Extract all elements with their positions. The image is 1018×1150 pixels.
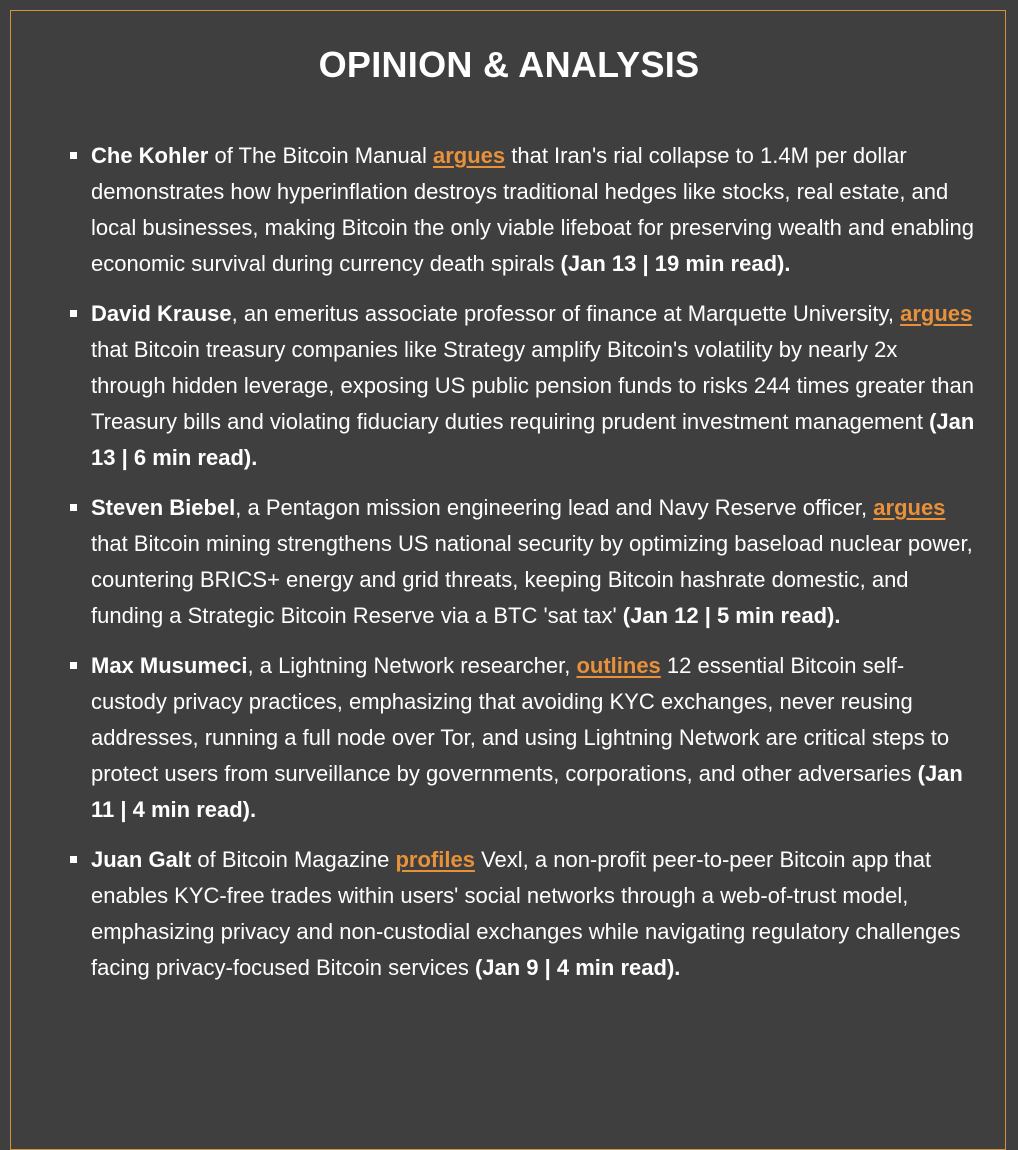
item-summary-text: that Bitcoin mining strengthens US national security by optimizing baseload nuclear power, countering BRICS+ energy and grid threats, keeping Bitcoin hashrate domestic, and funding a Strategic Bitcoin Reserve via a BTC 'sat tax' bbox=[91, 531, 973, 628]
item-meta: (Jan 9 | 4 min read). bbox=[474, 955, 681, 980]
item-meta: (Jan 13 | 6 min read). bbox=[91, 409, 975, 470]
author-name: Steven Biebel bbox=[91, 495, 236, 520]
article-link[interactable]: argues bbox=[432, 143, 506, 168]
item-intro-text: , a Pentagon mission engineering lead and Navy Reserve officer, bbox=[235, 495, 874, 520]
author-name: Che Kohler bbox=[91, 143, 209, 168]
item-summary-text: 12 essential Bitcoin self-custody privacy practices, emphasizing that avoiding KYC exchanges, never reusing addresses, running a full node over Tor, and using Lightning Network are critical steps to protect users from surveillance by governments, corporations, and other adversaries bbox=[91, 653, 950, 786]
article-link[interactable]: profiles bbox=[395, 847, 475, 872]
bullet-icon bbox=[70, 504, 77, 511]
author-name: Max Musumeci bbox=[91, 653, 248, 678]
item-intro-text: , an emeritus associate professor of finance at Marquette University, bbox=[231, 301, 901, 326]
bullet-icon bbox=[70, 152, 77, 159]
item-meta: (Jan 11 | 4 min read). bbox=[91, 761, 963, 822]
list-item bbox=[0, 842, 1018, 986]
item-summary-text: Vexl, a non-profit peer-to-peer Bitcoin app that enables KYC-free trades within users' social networks through a web-of-trust model, emphasizing privacy and non-custodial exchanges while navigating regulatory challenges facing privacy-focused Bitcoin services bbox=[91, 847, 961, 980]
bullet-icon bbox=[70, 856, 77, 863]
bullet-icon bbox=[70, 310, 77, 317]
opinion-list bbox=[0, 138, 1018, 1000]
item-intro-text: of The Bitcoin Manual bbox=[208, 143, 433, 168]
article-link[interactable]: argues bbox=[873, 495, 946, 520]
article-link[interactable]: argues bbox=[900, 301, 973, 326]
item-meta: (Jan 13 | 19 min read). bbox=[560, 251, 791, 276]
item-summary-text: that Bitcoin treasury companies like Strategy amplify Bitcoin's volatility by nearly 2x through hidden leverage, exposing US public pension funds to risks 244 times greater than Treasury bills and violating fiduciary duties requiring prudent investment management bbox=[91, 337, 974, 434]
list-item bbox=[0, 490, 1018, 634]
item-summary-text: that Iran's rial collapse to 1.4M per dollar demonstrates how hyperinflation destroys traditional hedges like stocks, real estate, and local businesses, making Bitcoin the only viable lifeboat for preserving wealth and enabling economic survival during currency death spirals bbox=[91, 143, 974, 276]
bullet-icon bbox=[70, 662, 77, 669]
author-name: David Krause bbox=[91, 301, 232, 326]
author-name: Juan Galt bbox=[91, 847, 192, 872]
item-intro-text: , a Lightning Network researcher, bbox=[247, 653, 577, 678]
article-link[interactable]: outlines bbox=[576, 653, 661, 678]
list-item bbox=[0, 296, 1018, 476]
section-title: OPINION & ANALYSIS bbox=[318, 44, 700, 85]
list-item bbox=[0, 138, 1018, 282]
item-meta: (Jan 12 | 5 min read). bbox=[622, 603, 841, 628]
item-intro-text: of Bitcoin Magazine bbox=[191, 847, 396, 872]
list-item bbox=[0, 648, 1018, 828]
